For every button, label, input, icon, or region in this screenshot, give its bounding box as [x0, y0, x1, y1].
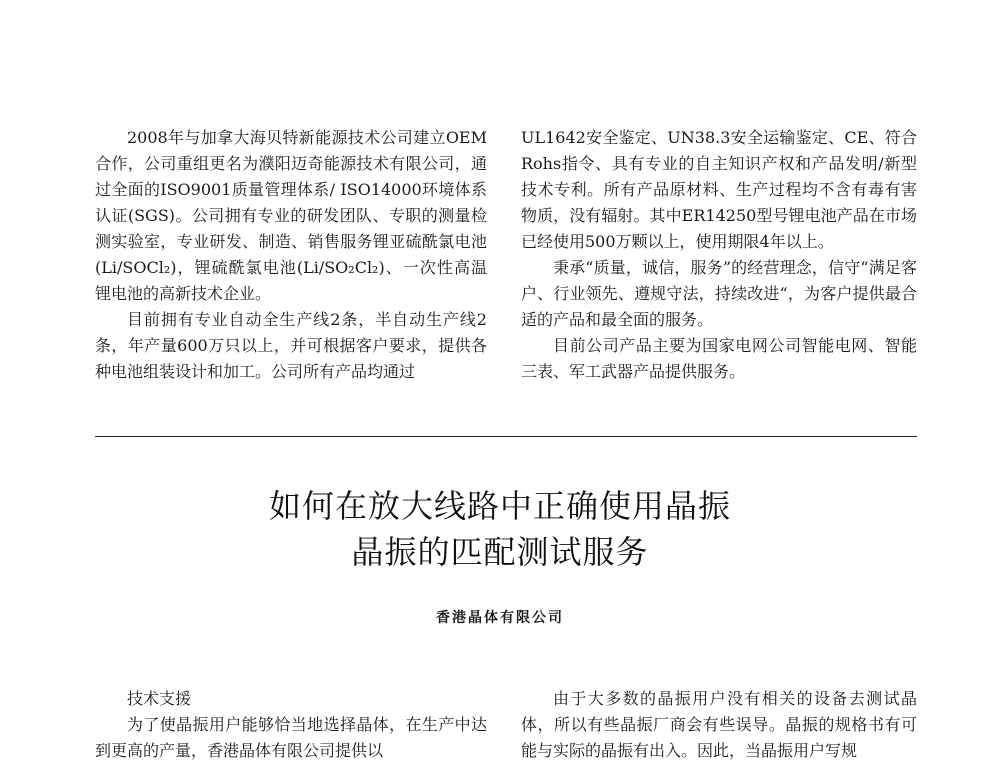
article-title-line1: 如何在放大线路中正确使用晶振	[268, 487, 731, 525]
article-title-line2: 晶振的匹配测试服务	[351, 533, 649, 571]
top-right-column	[521, 125, 917, 385]
testing-paragraph: 由于大多数的晶振用户没有相关的设备去测试晶体，所以有些晶振厂商会有些误导。晶振的规格书有可能与实际的晶振有出入。因此，当晶振用户写规	[521, 689, 917, 760]
bottom-left-column	[95, 686, 487, 764]
products-paragraph: 目前公司产品主要为国家电网公司智能电网、智能三表、军工武器产品提供服务。	[521, 336, 917, 381]
production-paragraph: 目前拥有专业自动全生产线2条，半自动生产线2条，年产量600万只以上，并可根据客户要求，提供各种电池组装设计和加工。公司所有产品均通过	[95, 310, 487, 381]
bottom-right-column	[521, 686, 917, 764]
top-left-column	[95, 125, 487, 385]
section-heading: 技术支援	[127, 689, 192, 708]
support-paragraph: 为了使晶振用户能够恰当地选择晶体，在生产中达到更高的产量，香港晶体有限公司提供以	[95, 715, 487, 760]
section-divider	[95, 436, 917, 437]
certification-paragraph: UL1642安全鉴定、UN38.3安全运输鉴定、CE、符合Rohs指令、具有专业的自主知识产权和产品发明/新型技术专利。所有产品原材料、生产过程均不含有毒有害物质，没有辐射。其中ER14250型号锂电池产品在市场已经使用500万颗以上，使用期限4年以上。	[521, 128, 917, 251]
article-author: 香港晶体有限公司	[436, 610, 564, 626]
philosophy-paragraph: 秉承“质量，诚信，服务”的经营理念，信守“满足客户、行业领先、遵规守法，持续改进“，为客户提供最合适的产品和最全面的服务。	[521, 258, 917, 329]
company-intro-paragraph: 2008年与加拿大海贝特新能源技术公司建立OEM合作，公司重组更名为濮阳迈奇能源技术有限公司，通过全面的ISO9001质量管理体系/ ISO14000环境体系认证(SGS)。公司拥有专业的研发团队、专职的测量检测实验室，专业研发、制造、销售服务锂亚硫酰氯电池(Li/SOCl₂)，锂硫酰氯电池(Li/SO₂Cl₂)、一次性高温锂电池的高新技术企业。	[95, 128, 487, 303]
